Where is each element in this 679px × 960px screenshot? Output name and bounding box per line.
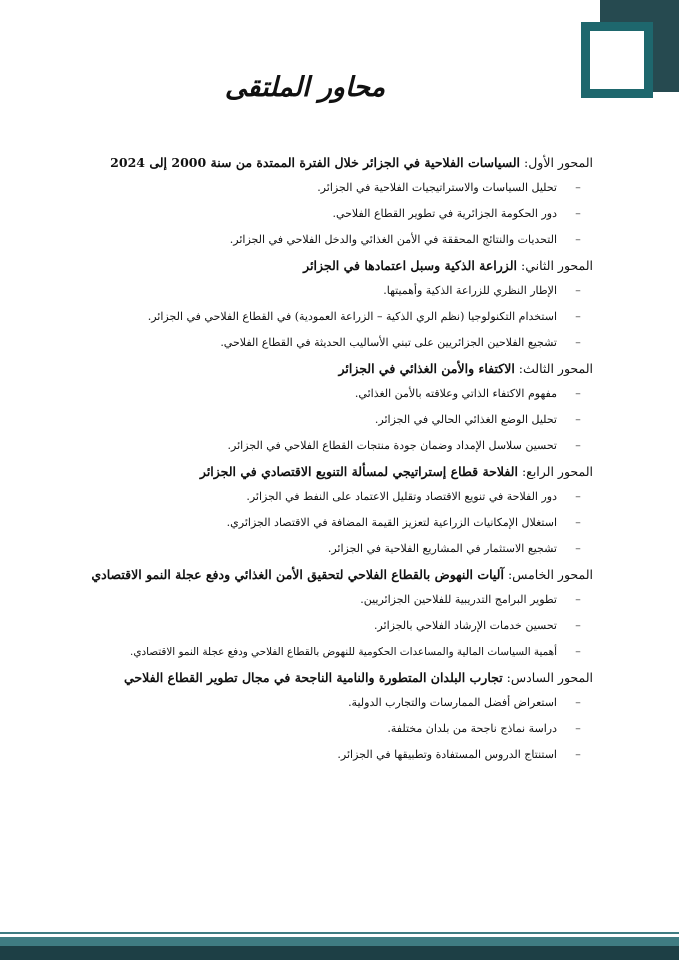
list-item xyxy=(33,612,593,638)
list-item-text: تحليل الوضع الغذائي الحالي في الجزائر. xyxy=(374,413,557,426)
dash-bullet: – xyxy=(575,233,581,246)
list-item xyxy=(33,277,593,303)
list-item-text: مفهوم الاكتفاء الذاتي وعلاقته بالأمن الغذائي. xyxy=(354,387,557,400)
dash-bullet: – xyxy=(575,336,581,349)
axis-label: المحور الخامس: xyxy=(507,567,593,582)
list-item-text: تحسين خدمات الإرشاد الفلاحي بالجزائر. xyxy=(373,619,557,632)
axis-1 xyxy=(33,152,593,252)
list-item xyxy=(33,174,593,200)
list-item-text: الإطار النظري للزراعة الذكية وأهميتها. xyxy=(383,284,557,297)
axis-heading xyxy=(33,667,593,689)
list-item-text: التحديات والنتائج المحققة في الأمن الغذائي والدخل الفلاحي في الجزائر. xyxy=(229,233,557,246)
axis-heading xyxy=(33,255,593,277)
footer-band-dark xyxy=(0,946,679,960)
axis-3 xyxy=(33,358,593,458)
dash-bullet: – xyxy=(575,413,581,426)
dash-bullet: – xyxy=(575,748,581,761)
list-item xyxy=(33,715,593,741)
list-item xyxy=(33,226,593,252)
footer-rule xyxy=(0,932,679,934)
axis-2 xyxy=(33,255,593,355)
axis-4 xyxy=(33,461,593,561)
list-item xyxy=(33,200,593,226)
list-item-text: تحليل السياسات والاستراتيجيات الفلاحية في الجزائر. xyxy=(317,181,557,194)
list-item xyxy=(33,483,593,509)
axis-title: الاكتفاء والأمن الغذائي في الجزائر xyxy=(338,361,515,376)
dash-bullet: – xyxy=(575,207,581,220)
list-item xyxy=(33,535,593,561)
dash-bullet: – xyxy=(575,645,581,658)
list-item xyxy=(33,303,593,329)
list-item-text: دور الحكومة الجزائرية في تطوير القطاع الفلاحي. xyxy=(332,207,557,220)
list-item xyxy=(33,380,593,406)
list-item xyxy=(33,586,593,612)
list-item xyxy=(33,509,593,535)
list-item xyxy=(33,432,593,458)
dash-bullet: – xyxy=(575,516,581,529)
dash-bullet: – xyxy=(575,181,581,194)
axis-5 xyxy=(33,564,593,664)
dash-bullet: – xyxy=(575,439,581,452)
axis-label: المحور الرابع: xyxy=(521,464,593,479)
dash-bullet: – xyxy=(575,722,581,735)
axis-label: المحور السادس: xyxy=(506,670,593,685)
dash-bullet: – xyxy=(575,619,581,632)
list-item xyxy=(33,329,593,355)
list-item-text: استنتاج الدروس المستفادة وتطبيقها في الجزائر. xyxy=(337,748,557,761)
list-item-text: استخدام التكنولوجيا (نظم الري الذكية – الزراعة العمودية) في القطاع الفلاحي في الجزائر. xyxy=(147,310,557,323)
axis-heading xyxy=(33,152,593,174)
list-item-text: تطوير البرامج التدريبية للفلاحين الجزائريين. xyxy=(360,593,557,606)
axis-6 xyxy=(33,667,593,767)
list-item xyxy=(33,689,593,715)
axis-heading xyxy=(33,564,593,586)
dash-bullet: – xyxy=(575,593,581,606)
axis-heading xyxy=(33,461,593,483)
axes-list xyxy=(33,152,593,770)
dash-bullet: – xyxy=(575,310,581,323)
axis-title: الفلاحة قطاع إستراتيجي لمسألة التنويع الاقتصادي في الجزائر xyxy=(199,464,518,479)
list-item-text: استعراض أفضل الممارسات والتجارب الدولية. xyxy=(348,696,557,709)
page-title: محاور الملتقى xyxy=(224,72,386,103)
dash-bullet: – xyxy=(575,696,581,709)
list-item-text: دور الفلاحة في تنويع الاقتصاد وتقليل الاعتماد على النفط في الجزائر. xyxy=(246,490,557,503)
axis-label: المحور الأول: xyxy=(524,155,593,170)
dash-bullet: – xyxy=(575,542,581,555)
list-item-text: تشجيع الفلاحين الجزائريين على تبني الأساليب الحديثة في القطاع الفلاحي. xyxy=(220,336,557,349)
axis-heading xyxy=(33,358,593,380)
dash-bullet: – xyxy=(575,387,581,400)
list-item-text: تشجيع الاستثمار في المشاريع الفلاحية في الجزائر. xyxy=(327,542,557,555)
list-item xyxy=(33,741,593,767)
dash-bullet: – xyxy=(575,284,581,297)
footer-band xyxy=(0,937,679,946)
list-item xyxy=(33,406,593,432)
axis-title: تجارب البلدان المتطورة والنامية الناجحة في مجال تطوير القطاع الفلاحي xyxy=(124,670,503,685)
axis-title: السياسات الفلاحية في الجزائر خلال الفترة الممتدة من سنة 2000 إلى 2024 xyxy=(110,155,521,170)
list-item-text: تحسين سلاسل الإمداد وضمان جودة منتجات القطاع الفلاحي في الجزائر. xyxy=(227,439,557,452)
dash-bullet: – xyxy=(575,490,581,503)
list-item-text: استغلال الإمكانيات الزراعية لتعزيز القيمة المضافة في الاقتصاد الجزائري. xyxy=(226,516,557,529)
axis-label: المحور الثالث: xyxy=(518,361,593,376)
axis-label: المحور الثاني: xyxy=(520,258,593,273)
list-item-text: دراسة نماذج ناجحة من بلدان مختلفة. xyxy=(387,722,557,735)
list-item xyxy=(33,638,593,664)
axis-title: الزراعة الذكية وسبل اعتمادها في الجزائر xyxy=(303,258,517,273)
axis-title: آليات النهوض بالقطاع الفلاحي لتحقيق الأمن الغذائي ودفع عجلة النمو الاقتصادي xyxy=(91,567,504,582)
list-item-text: أهمية السياسات المالية والمساعدات الحكومية للنهوض بالقطاع الفلاحي ودفع عجلة النمو الاقتصادي. xyxy=(130,646,557,658)
